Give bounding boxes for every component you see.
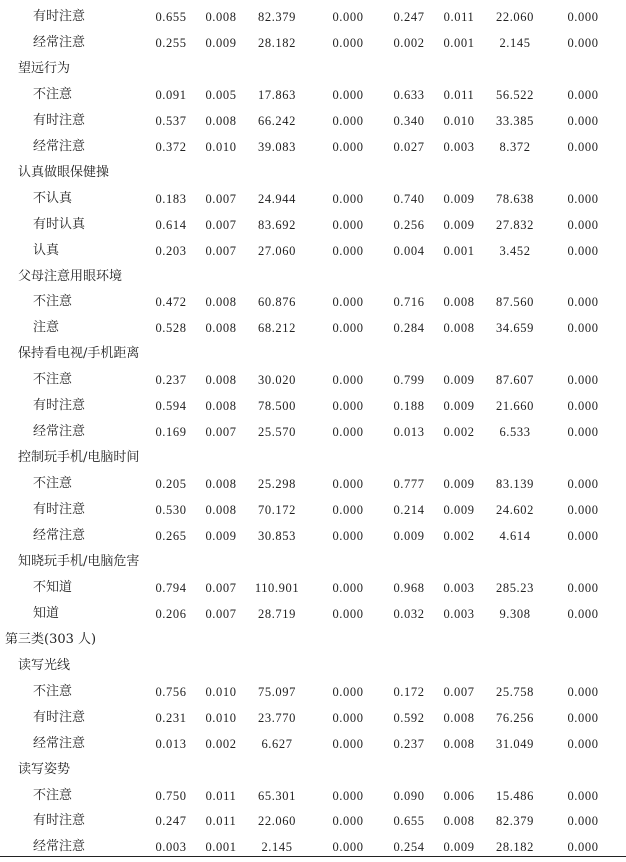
- row-label: 不注意: [33, 372, 73, 388]
- value-cell: 34.659: [496, 321, 534, 336]
- row-label: 不注意: [33, 476, 73, 492]
- value-cell: 6.533: [499, 425, 531, 440]
- value-cell: 0.000: [332, 477, 364, 492]
- value-cell: 0.254: [393, 840, 425, 855]
- value-cell: 0.008: [443, 710, 475, 725]
- row-label: 不注意: [33, 86, 73, 102]
- value-cell: 0.000: [332, 814, 364, 829]
- value-cell: 0.000: [567, 814, 599, 829]
- group-header-row: [0, 160, 626, 186]
- value-cell: 0.003: [443, 580, 475, 595]
- value-cell: 25.758: [496, 684, 534, 699]
- section-label: 第三类(303 人): [5, 631, 97, 647]
- table-row: [0, 393, 626, 419]
- value-cell: 0.247: [155, 814, 187, 829]
- value-cell: 83.139: [496, 477, 534, 492]
- group-header-row: [0, 445, 626, 471]
- value-cell: 0.000: [332, 580, 364, 595]
- value-cell: 23.770: [258, 710, 296, 725]
- value-cell: 0.008: [205, 399, 237, 414]
- value-cell: 0.169: [155, 425, 187, 440]
- value-cell: 0.000: [332, 243, 364, 258]
- row-label: 经常注意: [33, 528, 86, 543]
- table-row: [0, 783, 626, 809]
- value-cell: 0.000: [332, 606, 364, 621]
- table-row: [0, 108, 626, 134]
- value-cell: 0.006: [443, 788, 475, 803]
- value-cell: 24.602: [496, 503, 534, 518]
- value-cell: 0.000: [332, 710, 364, 725]
- value-cell: 0.009: [443, 503, 475, 518]
- value-cell: 0.000: [567, 399, 599, 414]
- table-row: [0, 367, 626, 393]
- value-cell: 0.007: [205, 580, 237, 595]
- value-cell: 0.008: [443, 295, 475, 310]
- value-cell: 0.592: [393, 710, 425, 725]
- value-cell: 0.172: [393, 684, 425, 699]
- value-cell: 28.182: [496, 840, 534, 855]
- value-cell: 70.172: [258, 503, 296, 518]
- row-label: 有时注意: [33, 709, 86, 725]
- value-cell: 65.301: [258, 788, 296, 803]
- value-cell: 0.011: [205, 814, 237, 829]
- value-cell: 0.008: [443, 736, 475, 751]
- table-row: [0, 601, 626, 627]
- group-label: 望远行为: [18, 60, 71, 76]
- value-cell: 15.486: [496, 788, 534, 803]
- value-cell: 0.009: [393, 529, 425, 543]
- value-cell: 0.009: [205, 529, 237, 543]
- value-cell: 3.452: [499, 243, 531, 258]
- value-cell: 0.032: [393, 606, 425, 621]
- value-cell: 0.011: [443, 87, 475, 102]
- value-cell: 0.000: [332, 139, 364, 154]
- value-cell: 56.522: [496, 87, 534, 102]
- value-cell: 0.000: [332, 373, 364, 388]
- table-row: [0, 315, 626, 341]
- value-cell: 0.794: [155, 580, 187, 595]
- value-cell: 0.007: [205, 243, 237, 258]
- group-header-row: [0, 264, 626, 290]
- value-cell: 60.876: [258, 295, 296, 310]
- value-cell: 0.000: [567, 606, 599, 621]
- row-label: 有时注意: [33, 398, 86, 414]
- value-cell: 0.000: [567, 191, 599, 206]
- value-cell: 0.000: [332, 217, 364, 232]
- value-cell: 0.000: [567, 373, 599, 388]
- value-cell: 0.799: [393, 373, 425, 388]
- value-cell: 0.000: [332, 87, 364, 102]
- value-cell: 0.009: [205, 35, 237, 50]
- row-label: 不认真: [33, 190, 73, 206]
- value-cell: 0.000: [332, 399, 364, 414]
- value-cell: 82.379: [258, 10, 296, 24]
- table-row: [0, 238, 626, 264]
- table-row: [0, 575, 626, 601]
- value-cell: 0.777: [393, 477, 425, 492]
- value-cell: 0.655: [155, 10, 187, 24]
- value-cell: 0.090: [393, 788, 425, 803]
- value-cell: 0.003: [443, 139, 475, 154]
- value-cell: 0.009: [443, 477, 475, 492]
- value-cell: 0.000: [332, 113, 364, 128]
- value-cell: 0.000: [567, 35, 599, 50]
- value-cell: 0.013: [155, 736, 187, 751]
- table-row: [0, 134, 626, 160]
- value-cell: 0.000: [332, 529, 364, 543]
- value-cell: 0.010: [205, 684, 237, 699]
- table-row: [0, 497, 626, 523]
- row-label: 经常注意: [33, 424, 86, 440]
- value-cell: 0.537: [155, 113, 187, 128]
- row-label: 不知道: [33, 579, 73, 595]
- table-row: [0, 419, 626, 445]
- value-cell: 17.863: [258, 87, 296, 102]
- value-cell: 4.614: [499, 529, 531, 543]
- value-cell: 0.007: [205, 217, 237, 232]
- value-cell: 0.008: [205, 10, 237, 24]
- value-cell: 22.060: [258, 814, 296, 829]
- value-cell: 0.003: [155, 840, 187, 855]
- value-cell: 30.020: [258, 373, 296, 388]
- table-row: [0, 523, 626, 549]
- row-label: 经常注意: [33, 839, 86, 855]
- row-label: 经常注意: [33, 138, 86, 154]
- value-cell: 39.083: [258, 139, 296, 154]
- value-cell: 25.570: [258, 425, 296, 440]
- value-cell: 0.284: [393, 321, 425, 336]
- value-cell: 0.009: [443, 399, 475, 414]
- value-cell: 24.944: [258, 191, 296, 206]
- value-cell: 27.060: [258, 243, 296, 258]
- table-row: [0, 4, 626, 30]
- value-cell: 0.008: [205, 373, 237, 388]
- value-cell: 0.000: [567, 477, 599, 492]
- table-row: [0, 82, 626, 108]
- value-cell: 0.091: [155, 87, 187, 102]
- value-cell: 0.756: [155, 684, 187, 699]
- row-label: 经常注意: [33, 34, 86, 50]
- value-cell: 0.008: [205, 477, 237, 492]
- value-cell: 0.000: [332, 321, 364, 336]
- value-cell: 0.009: [443, 840, 475, 855]
- value-cell: 0.633: [393, 87, 425, 102]
- group-label: 父母注意用眼环境: [18, 268, 123, 284]
- value-cell: 2.145: [499, 35, 531, 50]
- row-label: 有时认真: [33, 216, 86, 232]
- value-cell: 0.008: [443, 321, 475, 336]
- value-cell: 0.005: [205, 87, 237, 102]
- value-cell: 2.145: [261, 840, 293, 855]
- value-cell: 31.049: [496, 736, 534, 751]
- value-cell: 0.008: [443, 814, 475, 829]
- value-cell: 0.008: [205, 295, 237, 310]
- value-cell: 21.660: [496, 399, 534, 414]
- value-cell: 0.000: [332, 684, 364, 699]
- row-label: 有时注意: [33, 112, 86, 128]
- value-cell: 0.009: [443, 373, 475, 388]
- table-row: [0, 471, 626, 497]
- value-cell: 0.002: [443, 425, 475, 440]
- value-cell: 0.000: [567, 840, 599, 855]
- value-cell: 0.000: [567, 503, 599, 518]
- value-cell: 0.000: [332, 503, 364, 518]
- value-cell: 76.256: [496, 710, 534, 725]
- value-cell: 0.000: [567, 580, 599, 595]
- value-cell: 0.000: [332, 10, 364, 24]
- value-cell: 0.011: [443, 10, 475, 24]
- group-label: 知晓玩手机/电脑危害: [18, 553, 140, 569]
- value-cell: 0.231: [155, 710, 187, 725]
- value-cell: 0.002: [393, 35, 425, 50]
- value-cell: 87.560: [496, 295, 534, 310]
- value-cell: 0.247: [393, 10, 425, 24]
- row-label: 注意: [33, 320, 60, 336]
- value-cell: 0.000: [567, 529, 599, 543]
- table-row: [0, 808, 626, 834]
- value-cell: 82.379: [496, 814, 534, 829]
- value-cell: 0.007: [205, 606, 237, 621]
- value-cell: 0.000: [567, 710, 599, 725]
- value-cell: 0.188: [393, 399, 425, 414]
- value-cell: 0.010: [443, 113, 475, 128]
- value-cell: 110.901: [254, 580, 300, 595]
- value-cell: 83.692: [258, 217, 296, 232]
- value-cell: 0.000: [567, 684, 599, 699]
- value-cell: 75.097: [258, 684, 296, 699]
- value-cell: 0.716: [393, 295, 425, 310]
- value-cell: 0.740: [393, 191, 425, 206]
- group-header-row: [0, 653, 626, 679]
- value-cell: 0.010: [205, 710, 237, 725]
- value-cell: 0.007: [205, 425, 237, 440]
- row-label: 认真: [33, 242, 60, 258]
- value-cell: 0.000: [567, 217, 599, 232]
- value-cell: 22.060: [496, 10, 534, 24]
- value-cell: 0.000: [567, 425, 599, 440]
- value-cell: 8.372: [499, 139, 531, 154]
- value-cell: 0.008: [205, 503, 237, 518]
- value-cell: 0.237: [155, 373, 187, 388]
- group-label: 保持看电视/手机距离: [18, 346, 140, 362]
- value-cell: 0.000: [567, 243, 599, 258]
- row-label: 不注意: [33, 294, 73, 310]
- value-cell: 0.000: [567, 139, 599, 154]
- value-cell: 0.000: [332, 736, 364, 751]
- row-label: 有时注意: [33, 9, 86, 24]
- row-label: 经常注意: [33, 735, 86, 751]
- row-label: 不注意: [33, 683, 73, 699]
- group-label: 控制玩手机/电脑时间: [18, 450, 140, 466]
- value-cell: 0.008: [205, 113, 237, 128]
- group-header-row: [0, 341, 626, 367]
- value-cell: 0.000: [567, 10, 599, 24]
- row-label: 不注意: [33, 787, 73, 803]
- section-header-row: [0, 627, 626, 653]
- value-cell: 78.638: [496, 191, 534, 206]
- value-cell: 0.000: [567, 736, 599, 751]
- value-cell: 25.298: [258, 477, 296, 492]
- value-cell: 0.000: [332, 35, 364, 50]
- value-cell: 6.627: [261, 736, 293, 751]
- table-row: [0, 186, 626, 212]
- group-label: 读写姿势: [18, 761, 71, 777]
- value-cell: 0.010: [205, 139, 237, 154]
- group-label: 读写光线: [18, 657, 71, 673]
- value-cell: 0.007: [205, 191, 237, 206]
- value-cell: 87.607: [496, 373, 534, 388]
- value-cell: 28.182: [258, 35, 296, 50]
- table-bottom-rule: [0, 856, 626, 857]
- value-cell: 0.002: [205, 736, 237, 751]
- value-cell: 28.719: [258, 606, 296, 621]
- table-row: [0, 212, 626, 238]
- value-cell: 0.000: [332, 191, 364, 206]
- value-cell: 0.614: [155, 217, 187, 232]
- value-cell: 0.002: [443, 529, 475, 543]
- value-cell: 0.530: [155, 503, 187, 518]
- value-cell: 285.23: [496, 580, 534, 595]
- group-header-row: [0, 56, 626, 82]
- value-cell: 0.003: [443, 606, 475, 621]
- value-cell: 0.265: [155, 529, 187, 543]
- value-cell: 0.203: [155, 243, 187, 258]
- group-header-row: [0, 757, 626, 783]
- value-cell: 0.655: [393, 814, 425, 829]
- table-row: [0, 679, 626, 705]
- value-cell: 0.009: [443, 191, 475, 206]
- group-label: 认真做眼保健操: [18, 164, 110, 180]
- value-cell: 66.242: [258, 113, 296, 128]
- value-cell: 0.001: [205, 840, 237, 855]
- value-cell: 0.000: [567, 295, 599, 310]
- value-cell: 0.750: [155, 788, 187, 803]
- value-cell: 0.528: [155, 321, 187, 336]
- value-cell: 78.500: [258, 399, 296, 414]
- value-cell: 0.007: [443, 684, 475, 699]
- value-cell: 0.000: [332, 788, 364, 803]
- table-row: [0, 30, 626, 56]
- value-cell: 0.009: [443, 217, 475, 232]
- value-cell: 0.000: [332, 295, 364, 310]
- value-cell: 0.256: [393, 217, 425, 232]
- value-cell: 33.385: [496, 113, 534, 128]
- value-cell: 0.001: [443, 35, 475, 50]
- value-cell: 0.255: [155, 35, 187, 50]
- value-cell: 0.237: [393, 736, 425, 751]
- value-cell: 0.968: [393, 580, 425, 595]
- value-cell: 0.472: [155, 295, 187, 310]
- value-cell: 0.340: [393, 113, 425, 128]
- value-cell: 0.594: [155, 399, 187, 414]
- value-cell: 0.000: [332, 840, 364, 855]
- value-cell: 0.372: [155, 139, 187, 154]
- value-cell: 0.214: [393, 503, 425, 518]
- value-cell: 0.027: [393, 139, 425, 154]
- value-cell: 0.001: [443, 243, 475, 258]
- group-header-row: [0, 549, 626, 575]
- value-cell: 0.000: [567, 321, 599, 336]
- value-cell: 0.000: [567, 113, 599, 128]
- row-label: 知道: [33, 605, 60, 621]
- value-cell: 0.183: [155, 191, 187, 206]
- value-cell: 30.853: [258, 529, 296, 543]
- table-row: [0, 705, 626, 731]
- value-cell: 0.000: [567, 87, 599, 102]
- row-label: 有时注意: [33, 502, 86, 518]
- value-cell: 0.004: [393, 243, 425, 258]
- value-cell: 0.008: [205, 321, 237, 336]
- value-cell: 0.000: [332, 425, 364, 440]
- value-cell: 68.212: [258, 321, 296, 336]
- table-row: [0, 731, 626, 757]
- value-cell: 0.011: [205, 788, 237, 803]
- value-cell: 9.308: [499, 606, 531, 621]
- value-cell: 0.013: [393, 425, 425, 440]
- value-cell: 0.000: [567, 788, 599, 803]
- value-cell: 0.206: [155, 606, 187, 621]
- table-row: [0, 289, 626, 315]
- row-label: 有时注意: [33, 813, 86, 829]
- value-cell: 0.205: [155, 477, 187, 492]
- value-cell: 27.832: [496, 217, 534, 232]
